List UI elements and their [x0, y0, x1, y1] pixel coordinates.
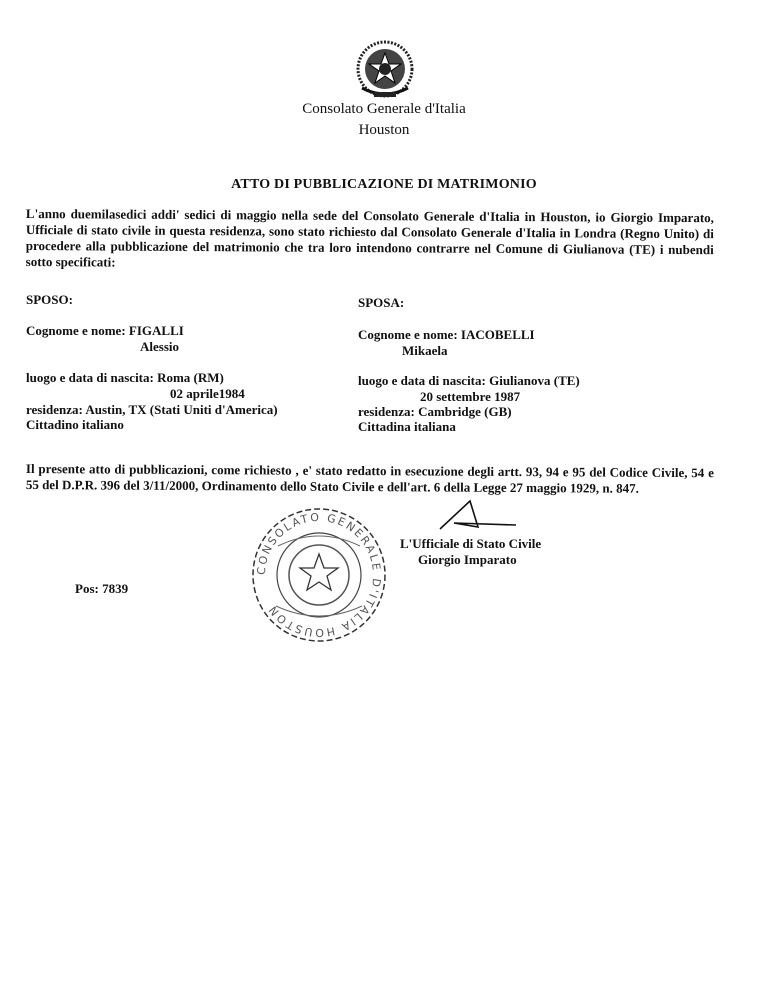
bride-residence: Cambridge (GB) [418, 404, 512, 419]
bride-name-line [358, 327, 535, 343]
bride-birth-line [358, 373, 580, 389]
officer-name: Giorgio Imparato [418, 552, 517, 567]
italian-republic-emblem-icon [354, 38, 416, 100]
bride-citizenship: Cittadina italiana [358, 419, 456, 434]
groom-birth-date: 02 aprile1984 [170, 386, 245, 401]
intro-paragraph: L'anno duemilasedici addi' sedici di maggio nella sede del Consolato Generale d'Italia in Houston, io Giorgio Imparato, Ufficiale di stato civile in questa residenza, sono stato richiesto dal Consolato Generale d'Italia in Londra (Regno Unito) di procedere alla pubblicazione del matrimonio che tra loro intendono contrarre nel Comune di Giulianova (TE) i nubendi sotto specificati: [25, 206, 714, 270]
groom-citizenship: Cittadino italiano [26, 417, 124, 432]
groom-given-name: Alessio [140, 339, 179, 354]
position-number: Pos: 7839 [75, 581, 129, 596]
signature-mark [430, 497, 520, 537]
groom-residence-line [26, 402, 278, 418]
groom-heading: SPOSO: [26, 292, 73, 307]
groom-birth-label: luogo e data di nascita: [26, 370, 154, 385]
bride-birth-place: Giulianova (TE) [489, 373, 580, 388]
bride-given-name: Mikaela [402, 343, 448, 358]
groom-name-label: Cognome e nome: [26, 323, 126, 338]
groom-name-line [26, 323, 184, 339]
consulate-city: Houston [358, 122, 410, 138]
bride-surname: IACOBELLI [460, 327, 535, 342]
bride-heading: SPOSA: [358, 295, 405, 310]
groom-surname: FIGALLI [128, 323, 184, 338]
svg-text:CONSOLATO GENERALE D'ITALIA HO [255, 511, 383, 639]
bride-residence-label: residenza: [358, 404, 415, 419]
groom-residence: Austin, TX (Stati Uniti d'America) [85, 402, 278, 417]
document-title: ATTO DI PUBBLICAZIONE DI MATRIMONIO [231, 177, 537, 192]
bride-name-label: Cognome e nome: [358, 327, 458, 342]
closing-paragraph: Il presente atto di pubblicazioni, come richiesto , e' stato redatto in esecuzione degli artt. 93, 94 e 95 del Codice Civile, 54 e 55 del D.P.R. 396 del 3/11/2000, Ordinamento dello Stato Civile e dell'art. 6 della Legge 27 maggio 1929, n. 847. [25, 461, 714, 496]
groom-residence-label: residenza: [26, 402, 83, 417]
stamp-text: CONSOLATO GENERALE D'ITALIA HOUSTON [254, 510, 384, 640]
officer-role: L'Ufficiale di Stato Civile [400, 536, 542, 551]
groom-birth-place: Roma (RM) [157, 370, 224, 385]
bride-birth-date: 20 settembre 1987 [420, 389, 521, 404]
consulate-round-stamp-icon [248, 506, 390, 644]
consulate-name: Consolato Generale d'Italia [302, 101, 466, 117]
bride-birth-label: luogo e data di nascita: [358, 373, 486, 388]
bride-residence-line [358, 404, 512, 420]
groom-birth-line [26, 370, 224, 386]
